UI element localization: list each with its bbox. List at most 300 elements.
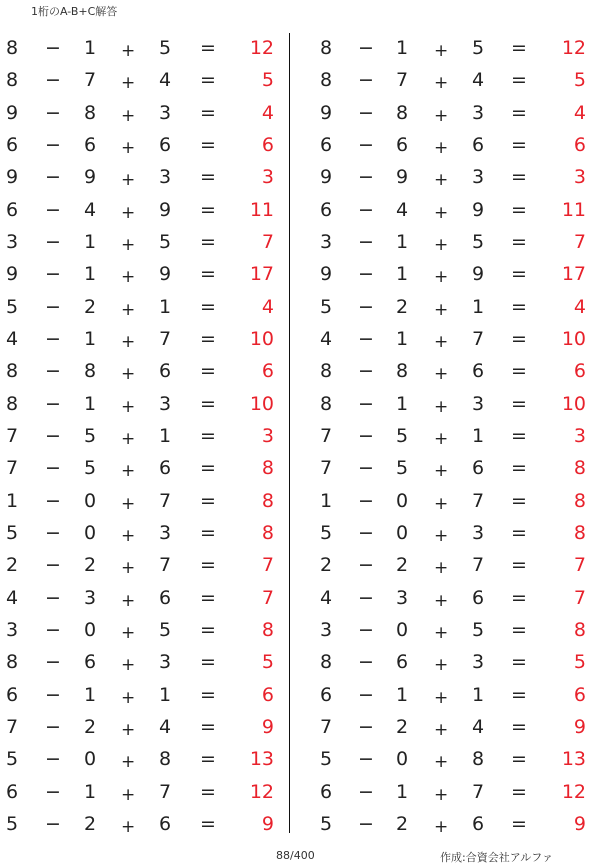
problem-row [313, 161, 593, 193]
operand-c: 7 [159, 489, 172, 512]
problem-row [313, 323, 593, 355]
operand-b: 2 [84, 554, 97, 577]
operand-b: 0 [84, 748, 97, 771]
minus-sign: − [358, 295, 374, 318]
equals-sign: = [511, 166, 527, 189]
answer: 6 [573, 360, 586, 383]
plus-sign: + [121, 202, 136, 223]
minus-sign: − [358, 424, 374, 447]
operand-c: 7 [159, 327, 172, 350]
operand-c: 6 [159, 586, 172, 609]
answer: 7 [573, 586, 586, 609]
operand-b: 4 [396, 198, 409, 221]
problem-row [313, 129, 593, 161]
plus-sign: + [121, 137, 136, 158]
operand-c: 3 [472, 651, 485, 674]
equals-sign: = [200, 651, 216, 674]
operand-a: 9 [6, 166, 19, 189]
minus-sign: − [358, 457, 374, 480]
plus-sign: + [121, 170, 136, 191]
operand-c: 7 [472, 780, 485, 803]
equals-sign: = [200, 327, 216, 350]
operand-a: 9 [320, 166, 333, 189]
operand-a: 1 [320, 489, 333, 512]
operand-c: 7 [472, 554, 485, 577]
operand-b: 1 [396, 263, 409, 286]
equals-sign: = [511, 521, 527, 544]
minus-sign: − [45, 457, 61, 480]
answer: 8 [261, 489, 274, 512]
problem-row [0, 161, 280, 193]
equals-sign: = [511, 263, 527, 286]
minus-sign: − [358, 69, 374, 92]
operand-b: 8 [396, 101, 409, 124]
problem-row [313, 743, 593, 775]
plus-sign: + [434, 202, 449, 223]
minus-sign: − [45, 748, 61, 771]
minus-sign: − [45, 618, 61, 641]
operand-a: 6 [6, 780, 19, 803]
problem-row [0, 64, 280, 96]
plus-sign: + [121, 590, 136, 611]
page-number: 88/400 [276, 849, 315, 862]
operand-c: 6 [472, 812, 485, 835]
plus-sign: + [121, 267, 136, 288]
plus-sign: + [434, 396, 449, 417]
operand-c: 5 [159, 618, 172, 641]
answer: 4 [261, 101, 274, 124]
problem-row [0, 582, 280, 614]
operand-a: 6 [6, 133, 19, 156]
problem-row [0, 776, 280, 808]
plus-sign: + [434, 41, 449, 61]
problem-row [0, 485, 280, 517]
equals-sign: = [200, 554, 216, 577]
operand-c: 1 [159, 424, 172, 447]
answer: 7 [261, 586, 274, 609]
answer: 10 [561, 392, 586, 415]
minus-sign: − [45, 651, 61, 674]
equals-sign: = [200, 37, 216, 59]
equals-sign: = [511, 101, 527, 124]
plus-sign: + [434, 299, 449, 320]
answer: 7 [261, 554, 274, 577]
plus-sign: + [434, 622, 449, 643]
operand-a: 6 [320, 780, 333, 803]
plus-sign: + [121, 687, 136, 708]
minus-sign: − [358, 37, 374, 59]
equals-sign: = [200, 489, 216, 512]
problem-row [0, 355, 280, 387]
minus-sign: − [358, 489, 374, 512]
equals-sign: = [200, 295, 216, 318]
operand-b: 1 [396, 392, 409, 415]
problem-row [0, 291, 280, 323]
equals-sign: = [200, 780, 216, 803]
plus-sign: + [434, 558, 449, 579]
minus-sign: − [358, 133, 374, 156]
operand-c: 3 [159, 166, 172, 189]
equals-sign: = [511, 554, 527, 577]
equals-sign: = [200, 69, 216, 92]
equals-sign: = [511, 812, 527, 835]
operand-a: 4 [320, 327, 333, 350]
operand-a: 8 [6, 651, 19, 674]
operand-a: 8 [6, 69, 19, 92]
problem-row [0, 679, 280, 711]
problem-row [0, 32, 280, 64]
operand-b: 2 [396, 812, 409, 835]
problem-row [0, 614, 280, 646]
minus-sign: − [358, 392, 374, 415]
problem-row [0, 452, 280, 484]
operand-b: 0 [396, 489, 409, 512]
equals-sign: = [511, 69, 527, 92]
equals-sign: = [511, 424, 527, 447]
problem-row [313, 420, 593, 452]
answer: 8 [573, 489, 586, 512]
page-title: 1桁のA-B+C解答 [31, 5, 118, 18]
operand-c: 4 [159, 69, 172, 92]
operand-c: 8 [159, 748, 172, 771]
operand-a: 4 [6, 327, 19, 350]
answer: 3 [261, 424, 274, 447]
problem-row [313, 808, 593, 840]
plus-sign: + [434, 73, 449, 94]
operand-c: 1 [472, 424, 485, 447]
answer: 7 [573, 554, 586, 577]
equals-sign: = [511, 360, 527, 383]
operand-c: 3 [472, 392, 485, 415]
operand-a: 5 [6, 521, 19, 544]
operand-b: 2 [84, 812, 97, 835]
minus-sign: − [45, 37, 61, 59]
operand-a: 7 [320, 715, 333, 738]
operand-a: 2 [320, 554, 333, 577]
minus-sign: − [358, 780, 374, 803]
operand-a: 6 [6, 198, 19, 221]
problem-column-left [0, 32, 280, 840]
operand-b: 1 [396, 327, 409, 350]
operand-b: 6 [84, 651, 97, 674]
operand-b: 2 [396, 554, 409, 577]
operand-b: 0 [84, 521, 97, 544]
equals-sign: = [200, 392, 216, 415]
author-credit: 作成:合資会社アルファ [440, 851, 554, 864]
equals-sign: = [200, 230, 216, 253]
problem-row [313, 32, 593, 64]
operand-b: 5 [84, 457, 97, 480]
operand-a: 7 [6, 457, 19, 480]
answer: 6 [573, 683, 586, 706]
answer: 6 [261, 360, 274, 383]
equals-sign: = [511, 295, 527, 318]
plus-sign: + [121, 719, 136, 740]
minus-sign: − [45, 489, 61, 512]
answer: 13 [249, 748, 274, 771]
operand-c: 4 [472, 69, 485, 92]
plus-sign: + [121, 752, 136, 773]
equals-sign: = [511, 198, 527, 221]
plus-sign: + [434, 816, 449, 837]
answer: 9 [573, 715, 586, 738]
answer: 10 [561, 327, 586, 350]
equals-sign: = [200, 133, 216, 156]
operand-a: 8 [6, 392, 19, 415]
minus-sign: − [358, 618, 374, 641]
equals-sign: = [200, 424, 216, 447]
plus-sign: + [434, 364, 449, 385]
operand-a: 3 [320, 618, 333, 641]
plus-sign: + [434, 331, 449, 352]
operand-b: 5 [396, 457, 409, 480]
operand-c: 3 [472, 166, 485, 189]
operand-c: 6 [472, 360, 485, 383]
minus-sign: − [358, 166, 374, 189]
equals-sign: = [200, 198, 216, 221]
problem-row [0, 711, 280, 743]
operand-a: 5 [6, 812, 19, 835]
answer: 5 [261, 69, 274, 92]
plus-sign: + [434, 461, 449, 482]
answer: 5 [573, 69, 586, 92]
minus-sign: − [358, 101, 374, 124]
operand-a: 8 [320, 69, 333, 92]
minus-sign: − [358, 198, 374, 221]
operand-a: 1 [6, 489, 19, 512]
answer: 6 [261, 133, 274, 156]
answer: 8 [573, 457, 586, 480]
equals-sign: = [511, 327, 527, 350]
operand-c: 4 [472, 715, 485, 738]
operand-b: 1 [396, 780, 409, 803]
problem-row [313, 646, 593, 678]
operand-c: 3 [159, 521, 172, 544]
operand-a: 7 [6, 424, 19, 447]
answer: 9 [261, 812, 274, 835]
operand-a: 4 [6, 586, 19, 609]
operand-c: 5 [472, 230, 485, 253]
plus-sign: + [434, 525, 449, 546]
answer: 13 [561, 748, 586, 771]
plus-sign: + [434, 784, 449, 805]
equals-sign: = [200, 263, 216, 286]
equals-sign: = [511, 392, 527, 415]
operand-c: 3 [472, 101, 485, 124]
operand-c: 4 [159, 715, 172, 738]
equals-sign: = [511, 586, 527, 609]
minus-sign: − [358, 748, 374, 771]
problem-row [313, 517, 593, 549]
minus-sign: − [45, 327, 61, 350]
problem-row [0, 549, 280, 581]
plus-sign: + [121, 558, 136, 579]
equals-sign: = [511, 780, 527, 803]
problem-row [313, 549, 593, 581]
operand-c: 9 [159, 263, 172, 286]
operand-b: 1 [84, 683, 97, 706]
operand-c: 3 [159, 101, 172, 124]
operand-c: 5 [472, 618, 485, 641]
problem-row [0, 808, 280, 840]
equals-sign: = [200, 683, 216, 706]
operand-a: 3 [320, 230, 333, 253]
operand-c: 3 [159, 392, 172, 415]
plus-sign: + [434, 137, 449, 158]
problem-row [313, 388, 593, 420]
answer: 12 [561, 37, 586, 59]
minus-sign: − [45, 360, 61, 383]
operand-a: 7 [6, 715, 19, 738]
operand-c: 8 [472, 748, 485, 771]
minus-sign: − [358, 812, 374, 835]
operand-b: 0 [84, 618, 97, 641]
operand-c: 3 [472, 521, 485, 544]
equals-sign: = [200, 166, 216, 189]
answer: 10 [249, 327, 274, 350]
problem-row [313, 485, 593, 517]
answer: 9 [573, 812, 586, 835]
equals-sign: = [200, 586, 216, 609]
problem-row [0, 129, 280, 161]
minus-sign: − [45, 101, 61, 124]
problem-row [313, 291, 593, 323]
minus-sign: − [45, 392, 61, 415]
operand-b: 3 [84, 586, 97, 609]
plus-sign: + [434, 105, 449, 126]
answer: 11 [561, 198, 586, 221]
operand-b: 1 [84, 392, 97, 415]
operand-a: 5 [6, 748, 19, 771]
operand-c: 6 [159, 360, 172, 383]
minus-sign: − [358, 360, 374, 383]
answer: 4 [573, 295, 586, 318]
operand-a: 6 [320, 198, 333, 221]
operand-b: 6 [84, 133, 97, 156]
answer: 8 [573, 521, 586, 544]
operand-c: 6 [472, 586, 485, 609]
operand-a: 4 [320, 586, 333, 609]
operand-a: 8 [6, 37, 19, 59]
operand-a: 5 [320, 812, 333, 835]
answer: 12 [249, 37, 274, 59]
answer: 17 [561, 263, 586, 286]
plus-sign: + [121, 73, 136, 94]
minus-sign: − [358, 521, 374, 544]
operand-b: 3 [396, 586, 409, 609]
plus-sign: + [121, 622, 136, 643]
problem-row [0, 743, 280, 775]
equals-sign: = [200, 748, 216, 771]
answer: 12 [249, 780, 274, 803]
operand-b: 5 [396, 424, 409, 447]
plus-sign: + [121, 331, 136, 352]
minus-sign: − [45, 133, 61, 156]
plus-sign: + [434, 655, 449, 676]
problem-row [0, 388, 280, 420]
operand-c: 9 [472, 263, 485, 286]
answer: 3 [573, 166, 586, 189]
problem-row [313, 452, 593, 484]
problem-row [313, 355, 593, 387]
minus-sign: − [358, 651, 374, 674]
plus-sign: + [121, 364, 136, 385]
equals-sign: = [511, 683, 527, 706]
answer: 5 [261, 651, 274, 674]
minus-sign: − [45, 715, 61, 738]
answer: 17 [249, 263, 274, 286]
operand-c: 3 [159, 651, 172, 674]
minus-sign: − [45, 586, 61, 609]
problem-row [313, 679, 593, 711]
minus-sign: − [358, 263, 374, 286]
minus-sign: − [45, 198, 61, 221]
problem-row [0, 194, 280, 226]
operand-a: 3 [6, 618, 19, 641]
operand-b: 1 [84, 327, 97, 350]
operand-c: 5 [472, 37, 485, 59]
operand-a: 6 [320, 133, 333, 156]
operand-b: 0 [396, 618, 409, 641]
plus-sign: + [121, 234, 136, 255]
operand-c: 6 [159, 133, 172, 156]
answer: 3 [573, 424, 586, 447]
operand-a: 5 [320, 748, 333, 771]
equals-sign: = [511, 37, 527, 59]
operand-a: 2 [6, 554, 19, 577]
operand-c: 7 [159, 554, 172, 577]
equals-sign: = [511, 133, 527, 156]
answer: 4 [261, 295, 274, 318]
operand-b: 2 [84, 295, 97, 318]
operand-c: 1 [159, 683, 172, 706]
operand-b: 8 [84, 101, 97, 124]
equals-sign: = [511, 489, 527, 512]
minus-sign: − [358, 327, 374, 350]
operand-c: 9 [159, 198, 172, 221]
operand-b: 1 [84, 263, 97, 286]
answer: 12 [561, 780, 586, 803]
answer: 10 [249, 392, 274, 415]
plus-sign: + [434, 170, 449, 191]
equals-sign: = [200, 101, 216, 124]
problem-row [313, 226, 593, 258]
answer: 6 [261, 683, 274, 706]
problem-row [0, 97, 280, 129]
answer: 4 [573, 101, 586, 124]
plus-sign: + [434, 493, 449, 514]
operand-c: 5 [159, 37, 172, 59]
problem-row [0, 323, 280, 355]
problem-row [313, 97, 593, 129]
minus-sign: − [45, 263, 61, 286]
operand-c: 9 [472, 198, 485, 221]
minus-sign: − [358, 683, 374, 706]
operand-b: 0 [396, 748, 409, 771]
minus-sign: − [358, 715, 374, 738]
minus-sign: − [358, 230, 374, 253]
operand-b: 9 [396, 166, 409, 189]
equals-sign: = [200, 812, 216, 835]
operand-b: 2 [396, 295, 409, 318]
operand-a: 3 [6, 230, 19, 253]
equals-sign: = [511, 457, 527, 480]
operand-c: 7 [472, 489, 485, 512]
equals-sign: = [200, 715, 216, 738]
equals-sign: = [511, 748, 527, 771]
minus-sign: − [45, 780, 61, 803]
operand-a: 8 [320, 37, 333, 59]
